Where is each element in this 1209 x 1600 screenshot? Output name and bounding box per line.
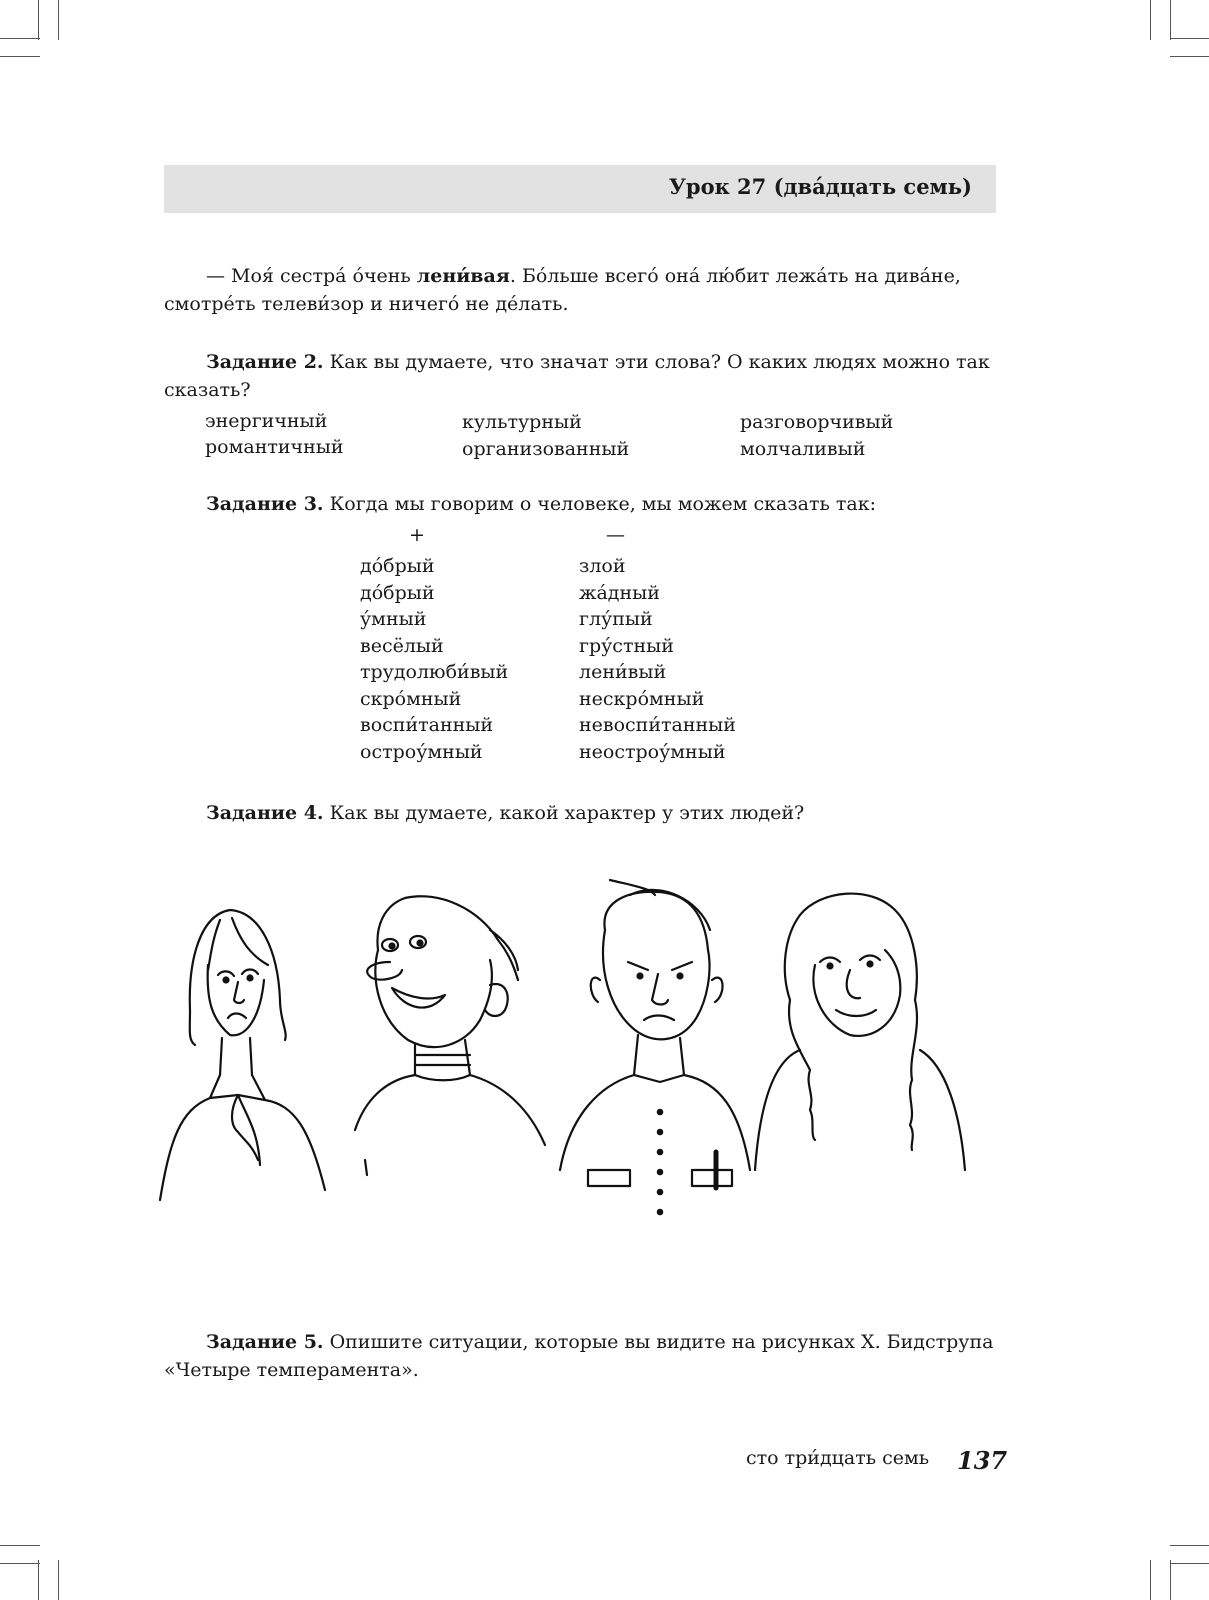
intro-bold-word: лени́вая (416, 265, 510, 287)
negative-word: лени́вый (579, 661, 667, 683)
task2-label: Задание 2. (206, 351, 324, 373)
task3-label: Задание 3. (206, 493, 324, 515)
positive-word: весёлый (360, 634, 444, 657)
crop-mark (1170, 1563, 1209, 1564)
page-number-words: сто три́дцать семь (746, 1447, 930, 1469)
crop-mark (1170, 1560, 1171, 1600)
crop-mark (1170, 38, 1209, 39)
negative-word: жа́дный (579, 581, 660, 604)
negative-word: нескро́мный (579, 687, 705, 710)
crop-mark (1150, 0, 1151, 40)
task3-paragraph (206, 490, 876, 518)
positive-word: до́брый (360, 581, 435, 604)
word-cell: культурный (462, 411, 582, 433)
positive-word: воспи́танный (360, 714, 494, 736)
word-cell: разговорчивый (740, 411, 894, 433)
task4-label: Задание 4. (206, 802, 324, 824)
crop-mark (38, 1560, 39, 1600)
intro-line2: смотре́ть телеви́зор и ничего́ не де́лать. (164, 293, 569, 315)
word-cell: организованный (462, 438, 630, 460)
crop-mark (0, 1545, 40, 1546)
task2-text: Как вы думаете, что значат эти слова? О каких людях можно так (323, 351, 990, 373)
negative-word: невоспи́танный (579, 714, 736, 736)
task2-paragraph (164, 348, 1004, 404)
intro-dash-text: — Моя́ сестра́ о́чень (206, 265, 417, 287)
crop-mark (1150, 1560, 1151, 1600)
minus-column-header: — (606, 524, 625, 546)
task2-text-line2: сказать? (164, 379, 251, 401)
choleric-man-figure (560, 880, 750, 1214)
crop-mark (0, 1563, 40, 1564)
task4-paragraph (206, 799, 804, 827)
word-cell: молчаливый (740, 438, 866, 460)
crop-mark (1170, 0, 1171, 40)
lesson-header (164, 165, 996, 213)
task3-text: Когда мы говорим о человеке, мы можем сказать так: (323, 493, 877, 515)
negative-word: глу́пый (579, 608, 653, 630)
temperaments-illustration (160, 870, 1010, 1250)
crop-mark (38, 0, 39, 40)
negative-word: неостроу́мный (579, 740, 726, 763)
positive-word: остроу́мный (360, 740, 483, 763)
melancholic-woman-figure (160, 910, 325, 1200)
word-cell: романтичный (205, 436, 344, 458)
lesson-title: Урок 27 (два́дцать семь) (668, 174, 972, 199)
crop-mark (1170, 1545, 1209, 1546)
positive-word: трудолюби́вый (360, 661, 509, 683)
task5-paragraph (164, 1328, 1004, 1384)
page-number: 137 (957, 1446, 1008, 1475)
task4-text: Как вы думаете, какой характер у этих людей? (323, 802, 805, 824)
phlegmatic-woman-figure (755, 894, 965, 1170)
positive-word: до́брый (360, 555, 435, 577)
crop-mark (1170, 56, 1209, 57)
intro-paragraph (164, 262, 1004, 318)
negative-word: гру́стный (579, 634, 674, 657)
crop-mark (0, 56, 40, 57)
plus-column-header: + (409, 524, 425, 546)
task5-text-line2: «Четыре темперамента». (164, 1359, 419, 1381)
crop-mark (58, 1560, 59, 1600)
antonym-table (360, 553, 780, 765)
task5-text: Опишите ситуации, которые вы видите на рисунках Х. Бидструпа (323, 1331, 994, 1353)
task5-label: Задание 5. (206, 1331, 324, 1353)
crop-mark (0, 38, 40, 39)
intro-rest-text: . Бо́льше всего́ она́ лю́бит лежа́ть на дива́не, (509, 265, 961, 287)
positive-word: у́мный (360, 608, 427, 630)
positive-word: скро́мный (360, 687, 462, 710)
word-cell: энергичный (205, 410, 328, 432)
sanguine-man-figure (355, 896, 545, 1175)
negative-word: злой (579, 555, 626, 577)
crop-mark (58, 0, 59, 40)
